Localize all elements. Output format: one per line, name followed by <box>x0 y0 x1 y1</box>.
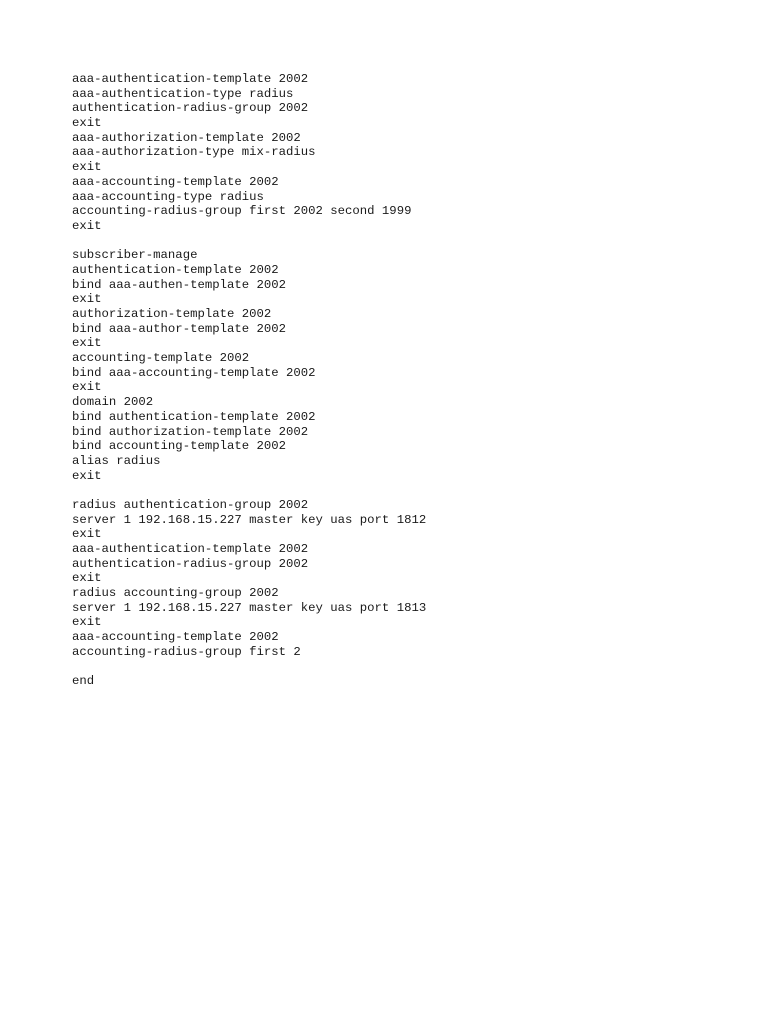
config-line: authorization-template 2002 <box>72 307 272 321</box>
config-line: server 1 192.168.15.227 master key uas port 1812 <box>72 512 427 527</box>
config-line: bind aaa-accounting-template 2002 <box>72 365 316 380</box>
config-line: aaa-authentication-type radius <box>72 86 294 101</box>
config-line: bind accounting-template 2002 <box>72 439 287 454</box>
config-line: server 1 192.168.15.227 master key uas port 1813 <box>72 600 427 615</box>
config-line: aaa-accounting-type radius <box>72 189 264 204</box>
config-line: aaa-accounting-template 2002 <box>72 630 279 645</box>
blank-line <box>72 234 426 249</box>
config-line: exit <box>72 116 102 131</box>
config-line: authentication-radius-group 2002 <box>72 556 309 571</box>
config-line: accounting-radius-group first 2002 second 1999 <box>72 204 412 219</box>
config-line: aaa-authentication-template 2002 <box>72 72 309 86</box>
config-line: accounting-template 2002 <box>72 351 250 366</box>
config-line: exit <box>72 292 102 307</box>
config-line: aaa-authorization-type mix-radius <box>72 145 316 160</box>
config-line: exit <box>72 160 102 175</box>
config-line: aaa-authentication-template 2002 <box>72 542 309 556</box>
blank-line <box>72 660 426 675</box>
config-line: exit <box>72 571 102 586</box>
config-line: accounting-radius-group first 2 <box>72 644 301 659</box>
config-line: bind authorization-template 2002 <box>72 424 309 439</box>
config-line: domain 2002 <box>72 395 154 410</box>
config-line: exit <box>72 336 102 351</box>
config-line: alias radius <box>72 453 161 468</box>
config-line: exit <box>72 468 102 483</box>
config-line: subscriber-manage <box>72 248 198 263</box>
config-line: bind aaa-author-template 2002 <box>72 321 287 336</box>
config-line: authentication-radius-group 2002 <box>72 101 309 116</box>
config-line: radius authentication-group 2002 <box>72 497 309 512</box>
config-text-block <box>72 72 426 689</box>
config-line: end <box>72 674 95 689</box>
blank-line <box>72 483 426 498</box>
config-line: radius accounting-group 2002 <box>72 586 279 601</box>
config-line: exit <box>72 615 102 630</box>
config-line: bind authentication-template 2002 <box>72 409 316 424</box>
config-line: authentication-template 2002 <box>72 262 279 277</box>
config-line: bind aaa-authen-template 2002 <box>72 277 287 292</box>
config-line: aaa-authorization-template 2002 <box>72 130 301 145</box>
config-line: exit <box>72 218 102 233</box>
config-line: aaa-accounting-template 2002 <box>72 174 279 189</box>
config-line: exit <box>72 380 102 395</box>
config-line: exit <box>72 527 102 542</box>
